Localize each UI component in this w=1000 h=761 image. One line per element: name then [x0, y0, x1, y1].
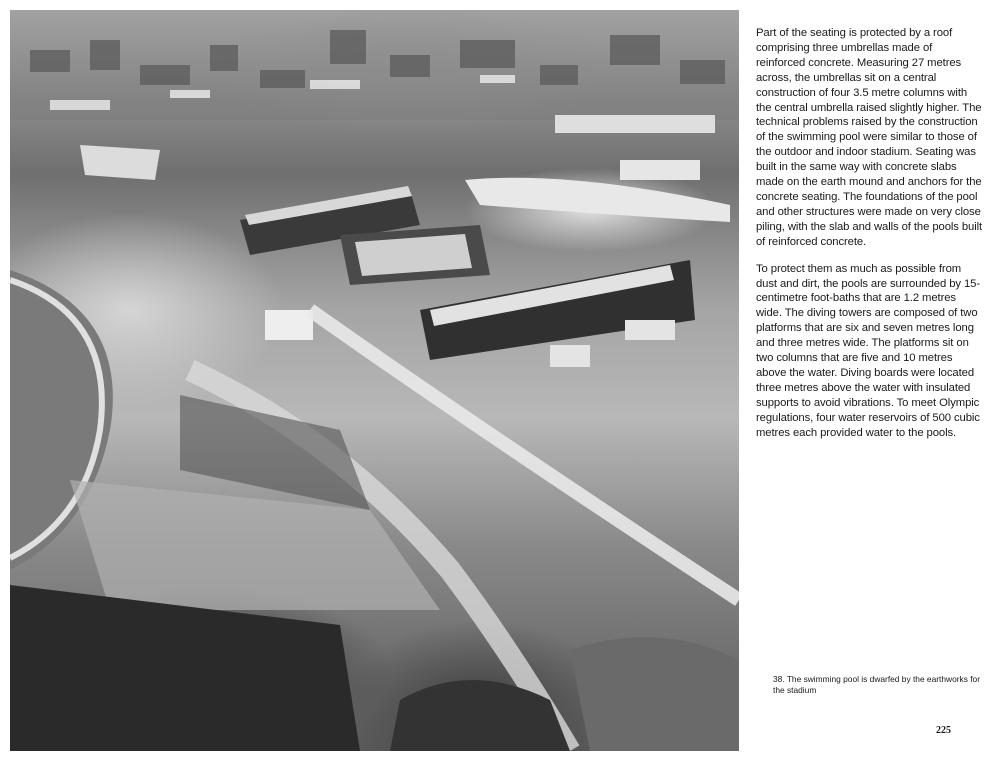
- body-paragraph-2: To protect them as much as possible from dust and dirt, the pools are surrounded by 15-centimetre foot-baths that are 1.2 metres wide. The diving towers are composed of two platforms that are six and seven metres long and three metres wide. The platforms sit on two columns that are five and 10 metres above the water. Diving boards were located three metres above the water with insulated supports to avoid vibrations. To meet Olympic regulations, four water reservoirs of 500 cubic metres each provided water to the pools.: [756, 262, 980, 439]
- body-text-column: [756, 26, 984, 452]
- body-paragraph-1: Part of the seating is protected by a roof comprising three umbrellas made of reinforced concrete. Measuring 27 metres across, the umbrellas sit on a central construction of four 3.5 metre columns with the central umbrella raised slightly higher. The technical problems raised by the construction of the swimming pool were similar to those of the outdoor and indoor stadium. Seating was built in the same way with concrete slabs made on the earth mound and anchors for the concrete seating. The foundations of the pool and other structures were made on very close piling, with the slab and walls of the pools built of reinforced concrete.: [756, 27, 983, 248]
- aerial-photo-illustration: [10, 10, 739, 751]
- page-number: 225: [936, 725, 951, 736]
- photo-caption: 38. The swimming pool is dwarfed by the earthworks for the stadium: [773, 674, 980, 695]
- aerial-photo: [10, 10, 739, 751]
